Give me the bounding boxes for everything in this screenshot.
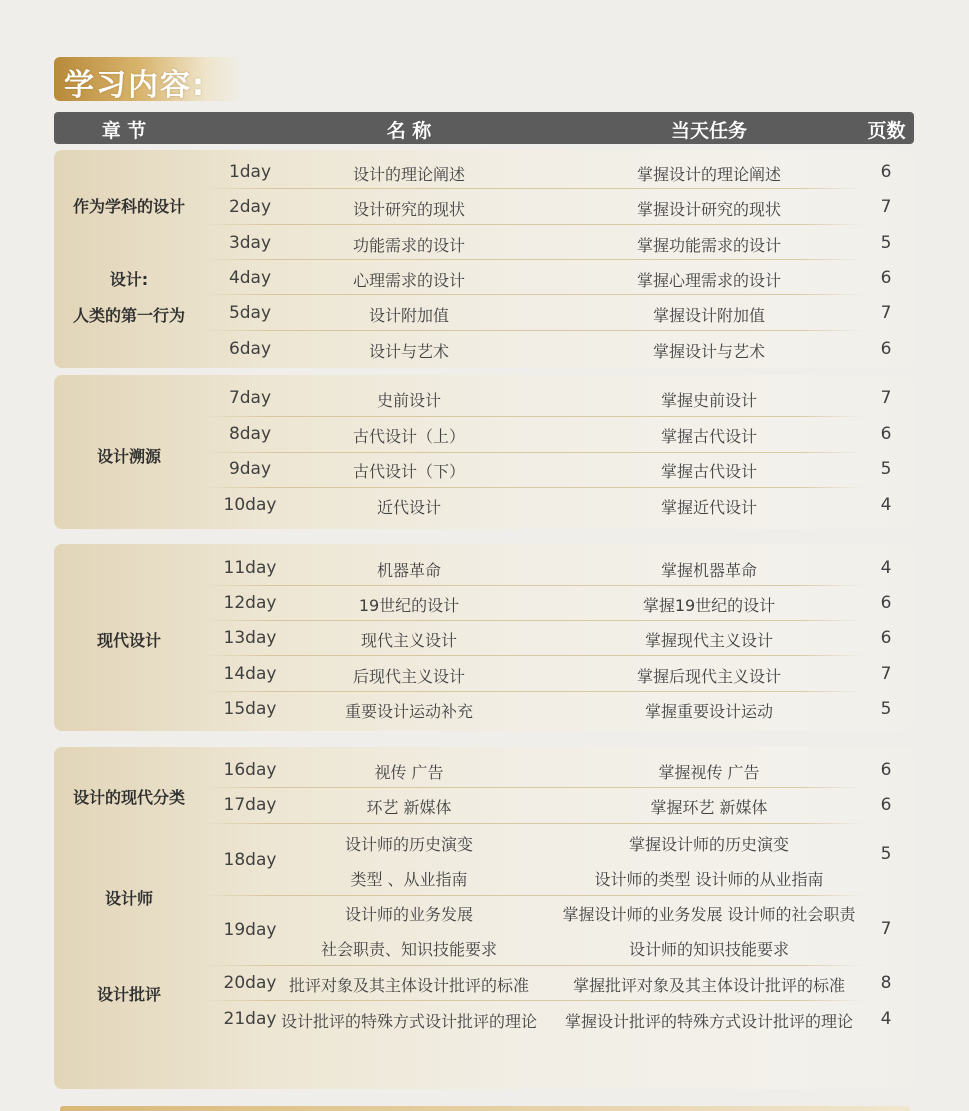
task-cell: 掌握设计附加值 <box>652 306 765 325</box>
chapter-label: 作为学科的设计 <box>72 197 185 216</box>
name-cell: 设计研究的现状 <box>352 200 465 219</box>
day-cell: 3day <box>228 233 272 253</box>
pages-cell: 6 <box>880 760 892 780</box>
name-cell-line2: 社会职责、知识技能要求 <box>320 940 497 959</box>
pages-cell: 6 <box>880 268 892 288</box>
day-cell: 11day <box>223 558 277 578</box>
row-divider <box>204 452 864 453</box>
chapter-label: 设计: <box>109 270 149 289</box>
pages-cell: 5 <box>880 459 892 479</box>
task-cell-line2: 设计师的类型 设计师的从业指南 <box>594 870 824 889</box>
task-cell: 掌握机器革命 <box>660 561 757 580</box>
row-divider <box>204 487 864 488</box>
section-title: 学习内容: <box>64 68 206 103</box>
pages-cell: 5 <box>880 233 892 253</box>
pages-cell: 4 <box>880 558 892 578</box>
next-section-edge <box>60 1106 910 1111</box>
header-task: 当天任务 <box>670 120 747 142</box>
day-cell: 20day <box>223 973 277 993</box>
task-cell: 掌握史前设计 <box>660 391 757 410</box>
task-cell: 掌握近代设计 <box>660 498 757 517</box>
day-cell: 15day <box>223 699 277 719</box>
row-divider <box>204 416 864 417</box>
pages-cell: 6 <box>880 339 892 359</box>
name-cell: 机器革命 <box>376 561 441 580</box>
row-divider <box>204 787 864 788</box>
header-name: 名 称 <box>386 120 432 142</box>
day-cell: 16day <box>223 760 277 780</box>
name-cell: 设计的理论阐述 <box>352 165 465 184</box>
task-cell: 掌握设计与艺术 <box>652 342 765 361</box>
name-cell: 现代主义设计 <box>360 631 457 650</box>
task-cell: 掌握设计批评的特殊方式设计批评的理论 <box>564 1012 853 1031</box>
pages-cell: 7 <box>880 664 892 684</box>
name-cell: 19世纪的设计 <box>358 596 460 615</box>
day-cell: 13day <box>223 628 277 648</box>
day-cell: 17day <box>223 795 277 815</box>
name-cell: 古代设计（下） <box>352 462 465 481</box>
pages-cell: 4 <box>880 495 892 515</box>
pages-cell: 6 <box>880 593 892 613</box>
day-cell: 5day <box>228 303 272 323</box>
chapter-label: 设计师 <box>104 889 153 908</box>
pages-cell: 6 <box>880 628 892 648</box>
row-divider <box>204 188 864 189</box>
chapter-label: 设计的现代分类 <box>72 788 185 807</box>
pages-cell: 5 <box>880 699 892 719</box>
name-cell: 批评对象及其主体设计批评的标准 <box>288 976 529 995</box>
name-cell: 视传 广告 <box>374 763 444 782</box>
day-cell: 18day <box>223 850 277 870</box>
section-title-tag <box>54 57 244 101</box>
name-cell: 功能需求的设计 <box>352 236 465 255</box>
task-cell: 掌握设计的理论阐述 <box>636 165 781 184</box>
name-cell: 设计批评的特殊方式设计批评的理论 <box>280 1012 537 1031</box>
pages-cell: 7 <box>880 197 892 217</box>
row-divider <box>204 259 864 260</box>
day-cell: 19day <box>223 920 277 940</box>
name-cell-line2: 类型 、从业指南 <box>350 870 468 889</box>
row-divider <box>204 895 864 896</box>
row-divider <box>204 691 864 692</box>
task-cell: 掌握设计师的业务发展 设计师的社会职责 <box>562 905 856 924</box>
task-cell-line2: 设计师的知识技能要求 <box>628 940 789 959</box>
day-cell: 6day <box>228 339 272 359</box>
chapter-label: 现代设计 <box>96 631 161 650</box>
chapter-label: 设计溯源 <box>96 447 161 466</box>
pages-cell: 6 <box>880 795 892 815</box>
pages-cell: 7 <box>880 388 892 408</box>
task-cell: 掌握设计师的历史演变 <box>628 835 789 854</box>
row-divider <box>204 330 864 331</box>
chapter-label: 设计批评 <box>96 985 161 1004</box>
row-divider <box>204 1000 864 1001</box>
chapter-block-2 <box>54 375 914 529</box>
row-divider <box>204 655 864 656</box>
pages-cell: 7 <box>880 919 892 939</box>
day-cell: 1day <box>228 162 272 182</box>
task-cell: 掌握设计研究的现状 <box>636 200 781 219</box>
day-cell: 12day <box>223 593 277 613</box>
header-pages: 页数 <box>867 120 906 142</box>
task-cell: 掌握批评对象及其主体设计批评的标准 <box>572 976 845 995</box>
day-cell: 10day <box>223 495 277 515</box>
task-cell: 掌握19世纪的设计 <box>642 596 776 615</box>
row-divider <box>204 823 864 824</box>
name-cell: 史前设计 <box>376 391 441 410</box>
day-cell: 8day <box>228 424 272 444</box>
pages-cell: 8 <box>880 973 892 993</box>
table-header <box>54 112 914 144</box>
header-chapter: 章 节 <box>101 120 147 142</box>
name-cell: 设计师的历史演变 <box>344 835 473 854</box>
task-cell: 掌握视传 广告 <box>658 763 760 782</box>
chapter-block-4 <box>54 747 914 1089</box>
name-cell: 心理需求的设计 <box>352 271 465 290</box>
name-cell: 设计与艺术 <box>368 342 449 361</box>
pages-cell: 6 <box>880 162 892 182</box>
row-divider <box>204 620 864 621</box>
name-cell: 重要设计运动补充 <box>344 702 473 721</box>
pages-cell: 4 <box>880 1009 892 1029</box>
task-cell: 掌握功能需求的设计 <box>636 236 781 255</box>
pages-cell: 6 <box>880 424 892 444</box>
task-cell: 掌握古代设计 <box>660 462 757 481</box>
task-cell: 掌握重要设计运动 <box>644 702 773 721</box>
name-cell: 设计附加值 <box>368 306 449 325</box>
pages-cell: 7 <box>880 303 892 323</box>
name-cell: 古代设计（上） <box>352 427 465 446</box>
day-cell: 7day <box>228 388 272 408</box>
day-cell: 4day <box>228 268 272 288</box>
name-cell: 近代设计 <box>376 498 441 517</box>
chapter-block-1 <box>54 150 914 368</box>
task-cell: 掌握环艺 新媒体 <box>650 798 768 817</box>
task-cell: 掌握现代主义设计 <box>644 631 773 650</box>
day-cell: 14day <box>223 664 277 684</box>
task-cell: 掌握心理需求的设计 <box>636 271 781 290</box>
task-cell: 掌握古代设计 <box>660 427 757 446</box>
chapter-block-3 <box>54 544 914 731</box>
row-divider <box>204 224 864 225</box>
task-cell: 掌握后现代主义设计 <box>636 667 781 686</box>
row-divider <box>204 965 864 966</box>
row-divider <box>204 294 864 295</box>
day-cell: 2day <box>228 197 272 217</box>
chapter-label: 人类的第一行为 <box>72 306 185 325</box>
day-cell: 21day <box>223 1009 277 1029</box>
row-divider <box>204 585 864 586</box>
day-cell: 9day <box>228 459 272 479</box>
name-cell: 环艺 新媒体 <box>366 798 452 817</box>
name-cell: 设计师的业务发展 <box>344 905 473 924</box>
name-cell: 后现代主义设计 <box>352 667 465 686</box>
pages-cell: 5 <box>880 844 892 864</box>
